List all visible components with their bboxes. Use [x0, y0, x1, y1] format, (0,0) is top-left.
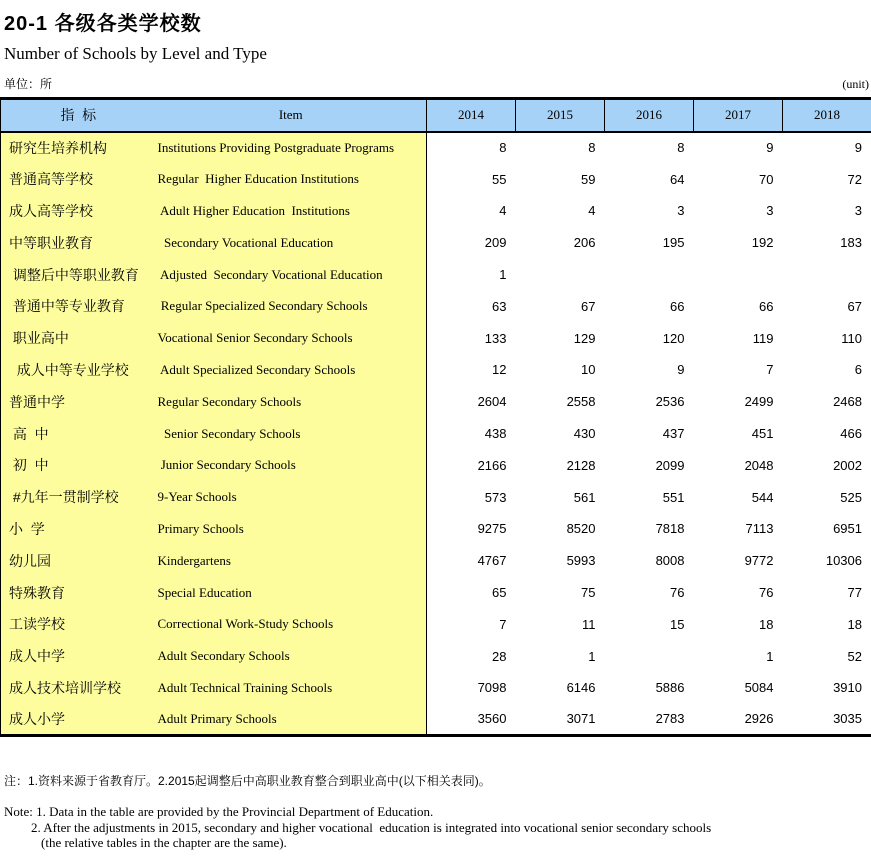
table-row [1, 322, 871, 354]
table-row [1, 513, 871, 545]
cell-value: 9275 [477, 521, 507, 537]
row-label-cn: 中等职业教育 [1, 227, 156, 259]
cell-value: 70 [759, 171, 774, 187]
cell-value: 8008 [655, 553, 685, 569]
table-row [1, 545, 871, 577]
cell-value: 8 [677, 140, 685, 156]
row-label-en: Kindergartens [156, 545, 427, 577]
cell-value: 2128 [566, 457, 596, 473]
cell-value: 2099 [655, 457, 685, 473]
cell-value [605, 640, 694, 672]
cell-value: 3071 [566, 711, 596, 727]
row-label-en: Secondary Vocational Education [156, 227, 427, 259]
cell-value: 438 [484, 426, 507, 442]
row-label-cn: 成人技术培训学校 [1, 672, 156, 704]
cell-value: 5886 [655, 680, 685, 696]
cell-value: 59 [581, 171, 596, 187]
cell-value: 4 [588, 203, 596, 219]
page-title: 20-1 各级各类学校数 [4, 13, 202, 35]
cell-value: 192 [751, 235, 774, 251]
table-row [1, 672, 871, 704]
row-label-en: Senior Secondary Schools [156, 418, 427, 450]
cell-value [605, 259, 694, 291]
cell-value: 1 [766, 648, 774, 664]
schools-table [0, 97, 871, 737]
cell-value [783, 259, 871, 291]
cell-value: 195 [662, 235, 685, 251]
row-label-en: Correctional Work-Study Schools [156, 608, 427, 640]
cell-value: 6 [854, 362, 862, 378]
header-year-2016: 2016 [605, 99, 694, 132]
cell-value: 451 [751, 426, 774, 442]
header-year-2017: 2017 [694, 99, 783, 132]
row-label-en: Adult Technical Training Schools [156, 672, 427, 704]
cell-value: 573 [484, 489, 507, 505]
cell-value: 3 [766, 203, 774, 219]
row-label-en: Adjusted Secondary Vocational Education [156, 259, 427, 291]
row-label-cn: 幼儿园 [1, 545, 156, 577]
table-row [1, 290, 871, 322]
cell-value: 3560 [477, 711, 507, 727]
row-label-cn: 成人小学 [1, 704, 156, 736]
cell-value: 18 [759, 616, 774, 632]
cell-value: 76 [759, 585, 774, 601]
cell-value: 7 [766, 362, 774, 378]
cell-value: 9 [854, 140, 862, 156]
cell-value: 2604 [477, 394, 507, 410]
row-label-en: Primary Schools [156, 513, 427, 545]
cell-value: 551 [662, 489, 685, 505]
cell-value: 7818 [655, 521, 685, 537]
cell-value: 65 [492, 585, 507, 601]
cell-value: 55 [492, 171, 507, 187]
cell-value: 129 [573, 330, 596, 346]
cell-value: 2166 [477, 457, 507, 473]
row-label-cn: 普通高等学校 [1, 163, 156, 195]
cell-value: 11 [582, 616, 596, 632]
cell-value: 561 [573, 489, 596, 505]
row-label-cn: 成人中学 [1, 640, 156, 672]
row-label-en: Junior Secondary Schools [156, 449, 427, 481]
cell-value: 2499 [744, 394, 774, 410]
table-row [1, 259, 871, 291]
table-row [1, 132, 871, 164]
table-body [1, 132, 871, 736]
note-cn: 注：1.资料来源于省教育厅。2.2015起调整后中高职业教育整合到职业高中(以下相关表同)。 [4, 774, 491, 789]
cell-value: 2002 [833, 457, 862, 473]
header-year-2018: 2018 [783, 99, 871, 132]
cell-value: 183 [840, 235, 862, 251]
row-label-cn: 工读学校 [1, 608, 156, 640]
row-label-en: Adult Secondary Schools [156, 640, 427, 672]
cell-value: 66 [670, 298, 685, 314]
table-row [1, 449, 871, 481]
cell-value: 3 [854, 203, 862, 219]
note-en-line-3: (the relative tables in the chapter are the same). [41, 835, 287, 851]
cell-value: 7113 [745, 521, 774, 537]
row-label-cn: 普通中等专业教育 [1, 290, 156, 322]
cell-value: 10 [581, 362, 596, 378]
cell-value: 67 [847, 298, 862, 314]
cell-value: 2468 [833, 394, 862, 410]
row-label-en: Adult Higher Education Institutions [156, 195, 427, 227]
cell-value: 1 [588, 648, 596, 664]
cell-value: 7 [499, 616, 507, 632]
row-label-en: Adult Specialized Secondary Schools [156, 354, 427, 386]
table-row [1, 481, 871, 513]
cell-value: 75 [581, 585, 596, 601]
header-indicator-cn: 指 标 [1, 99, 156, 132]
cell-value: 8 [588, 140, 596, 156]
cell-value: 64 [670, 171, 685, 187]
cell-value: 2558 [566, 394, 596, 410]
cell-value: 9 [766, 140, 774, 156]
header-year-2014: 2014 [427, 99, 516, 132]
cell-value: 9772 [744, 553, 774, 569]
cell-value: 6146 [566, 680, 596, 696]
cell-value: 10306 [825, 553, 862, 569]
row-label-cn: 初 中 [1, 449, 156, 481]
cell-value: 12 [492, 362, 507, 378]
cell-value: 5084 [744, 680, 774, 696]
table-row [1, 227, 871, 259]
row-label-en: Special Education [156, 577, 427, 609]
cell-value: 7098 [477, 680, 507, 696]
note-en-line-1: Note: 1. Data in the table are provided by the Provincial Department of Education. [4, 804, 434, 820]
unit-label-en: (unit) [842, 77, 869, 91]
row-label-cn: 成人中等专业学校 [1, 354, 156, 386]
cell-value: 5993 [566, 553, 596, 569]
cell-value: 2048 [744, 457, 774, 473]
cell-value: 119 [752, 330, 774, 346]
table-row [1, 418, 871, 450]
cell-value: 1 [499, 267, 507, 283]
row-label-en: Regular Higher Education Institutions [156, 163, 427, 195]
row-label-cn: 特殊教育 [1, 577, 156, 609]
cell-value: 209 [484, 235, 507, 251]
cell-value: 28 [492, 648, 507, 664]
cell-value: 4 [499, 203, 507, 219]
cell-value: 2926 [744, 711, 774, 727]
row-label-cn: 研究生培养机构 [1, 132, 156, 164]
cell-value: 525 [840, 489, 862, 505]
cell-value: 466 [840, 426, 862, 442]
cell-value: 4767 [477, 553, 507, 569]
row-label-cn: 成人高等学校 [1, 195, 156, 227]
table-row [1, 195, 871, 227]
row-label-en: Regular Specialized Secondary Schools [156, 290, 427, 322]
cell-value [694, 259, 783, 291]
cell-value: 110 [841, 330, 862, 346]
cell-value: 77 [847, 585, 862, 601]
cell-value: 76 [670, 585, 685, 601]
row-label-cn: 高 中 [1, 418, 156, 450]
cell-value: 2783 [655, 711, 685, 727]
table-header-row [1, 99, 871, 132]
cell-value: 2536 [655, 394, 685, 410]
cell-value: 3035 [833, 711, 862, 727]
cell-value: 67 [581, 298, 596, 314]
table-row [1, 354, 871, 386]
row-label-cn: 普通中学 [1, 386, 156, 418]
page-subtitle: Number of Schools by Level and Type [4, 44, 267, 63]
row-label-en: 9-Year Schools [156, 481, 427, 513]
row-label-en: Regular Secondary Schools [156, 386, 427, 418]
cell-value: 3 [677, 203, 685, 219]
table-row [1, 163, 871, 195]
cell-value: 63 [492, 298, 507, 314]
row-label-cn: #九年一贯制学校 [1, 481, 156, 513]
row-label-cn: 调整后中等职业教育 [1, 259, 156, 291]
unit-label-cn: 单位：所 [4, 77, 53, 91]
cell-value: 206 [573, 235, 596, 251]
cell-value: 72 [847, 171, 862, 187]
cell-value: 15 [670, 616, 685, 632]
cell-value: 437 [662, 426, 685, 442]
cell-value: 52 [847, 648, 862, 664]
notes-en [4, 804, 871, 851]
cell-value: 9 [677, 362, 685, 378]
cell-value: 8 [499, 140, 507, 156]
cell-value: 66 [759, 298, 774, 314]
row-label-en: Adult Primary Schools [156, 704, 427, 736]
cell-value [516, 259, 605, 291]
note-en-line-2: 2. After the adjustments in 2015, secondary and higher vocational education is integrated into vocational senior secondary schools [31, 819, 712, 835]
row-label-cn: 职业高中 [1, 322, 156, 354]
cell-value: 3910 [833, 680, 862, 696]
row-label-en: Institutions Providing Postgraduate Programs [156, 132, 427, 164]
cell-value: 120 [662, 330, 685, 346]
cell-value: 430 [573, 426, 596, 442]
table-row [1, 704, 871, 736]
cell-value: 18 [847, 616, 862, 632]
cell-value: 6951 [833, 521, 862, 537]
header-indicator-en: Item [156, 99, 427, 132]
table-row [1, 577, 871, 609]
row-label-cn: 小 学 [1, 513, 156, 545]
cell-value: 8520 [566, 521, 596, 537]
cell-value: 133 [484, 330, 507, 346]
row-label-en: Vocational Senior Secondary Schools [156, 322, 427, 354]
unit-row [0, 64, 871, 97]
table-row [1, 640, 871, 672]
cell-value: 544 [751, 489, 774, 505]
header-year-2015: 2015 [516, 99, 605, 132]
table-row [1, 608, 871, 640]
table-row [1, 386, 871, 418]
